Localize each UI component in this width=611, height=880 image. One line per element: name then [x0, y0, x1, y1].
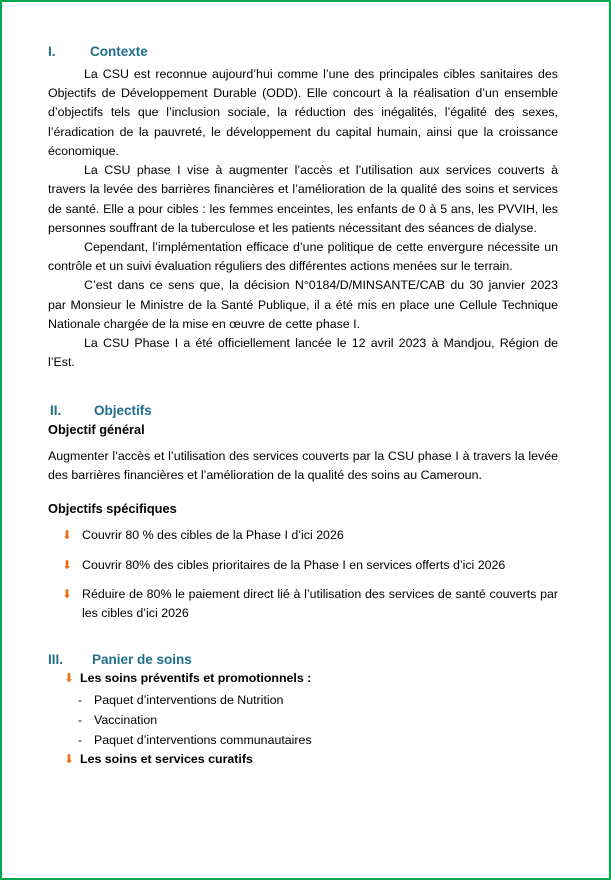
paragraph-objectif-general: Augmenter l’accès et l’utilisation des services couverts par la CSU phase I à travers la levée des barrières financières et l’amélioration de la qualité des soins au Cameroun. [48, 448, 558, 482]
list-item [48, 750, 558, 769]
list-item [48, 526, 558, 545]
arrow-bullet-icon: ⬇ [64, 671, 75, 686]
section-number: II. [50, 402, 62, 418]
list-item-label: Vaccination [94, 713, 158, 728]
document-content [48, 44, 558, 771]
arrow-bullet-icon: ⬇ [62, 587, 73, 602]
list-item [48, 730, 558, 750]
section-title: Panier de soins [92, 652, 192, 668]
dash-bullet-icon: - [78, 713, 83, 728]
section-heading-contexte [48, 44, 558, 59]
soins-preventifs-sublist [48, 690, 558, 750]
paragraph-contexte-3: Cependant, l’implémentation efficace d’une politique de cette envergure nécessite un contrôle et un suivi évaluation réguliers des différentes actions menées sur le terrain. [48, 239, 558, 274]
list-item [48, 710, 558, 730]
list-item-label: Paquet d’interventions communautaires [94, 733, 312, 748]
list-item-label: Couvrir 80% des cibles prioritaires de la Phase I en services offerts d’ici 2026 [82, 557, 506, 572]
list-item-label: Paquet d’interventions de Nutrition [94, 692, 284, 707]
panier-soins-list [48, 669, 558, 688]
subheading-objectifs-specifiques: Objectifs spécifiques [48, 500, 177, 516]
paragraph-contexte-1: La CSU est reconnue aujourd’hui comme l’une des principales cibles sanitaires des Objectifs de Développement Durable (ODD). Elle concourt à la réalisation d’un ensemble d’objectifs tels que l’inclusion sociale, la réduction des inégalités, l’égalité des sexes, l’éradication de la pauvreté, le développement du capital humain, ainsi que la croissance économique. [48, 67, 558, 158]
arrow-bullet-icon: ⬇ [62, 527, 73, 542]
panier-soins-list-2 [48, 750, 558, 769]
section-number: I. [48, 44, 56, 59]
list-item-label: Les soins et services curatifs [80, 752, 253, 767]
list-item [48, 669, 558, 688]
paragraph-contexte-2: La CSU phase I vise à augmenter l’accès et l’utilisation aux services couverts à travers la levée des barrières financières et l’amélioration de la qualité des soins et services de santé. Elle a pour cibles : les femmes enceintes, les enfants de 0 à 5 ans, les PVVIH, les personnes souffrant de la tuberculose et les patients nécessitant des séances de dialyse. [48, 163, 558, 235]
paragraph-contexte-4: C’est dans ce sens que, la décision N°0184/D/MINSANTE/CAB du 30 janvier 2023 par Monsieur le Ministre de la Santé Publique, il a été mis en place une Cellule Technique Nationale chargée de la mise en œuvre de cette phase I. [48, 278, 558, 331]
list-item [48, 690, 558, 710]
objectifs-specifiques-list [48, 526, 558, 622]
arrow-bullet-icon: ⬇ [62, 557, 73, 572]
dash-bullet-icon: - [78, 733, 83, 748]
list-item [48, 585, 558, 622]
dash-bullet-icon: - [78, 692, 83, 707]
section-heading-panier-de-soins [48, 652, 558, 667]
section-title: Objectifs [94, 402, 152, 418]
list-item-label: Les soins préventifs et promotionnels : [80, 671, 312, 686]
section-heading-objectifs [48, 403, 558, 418]
subheading-objectif-general: Objectif général [48, 421, 145, 437]
section-number: III. [48, 652, 64, 668]
list-item-label: Couvrir 80 % des cibles de la Phase I d’ici 2026 [82, 527, 344, 542]
section-title: Contexte [90, 44, 148, 59]
arrow-bullet-icon: ⬇ [64, 752, 75, 767]
paragraph-contexte-5: La CSU Phase I a été officiellement lancée le 12 avril 2023 à Mandjou, Région de l’Est. [48, 336, 558, 370]
list-item [48, 556, 558, 575]
list-item-label: Réduire de 80% le paiement direct lié à l’utilisation des services de santé couverts par les cibles d’ici 2026 [82, 587, 558, 620]
